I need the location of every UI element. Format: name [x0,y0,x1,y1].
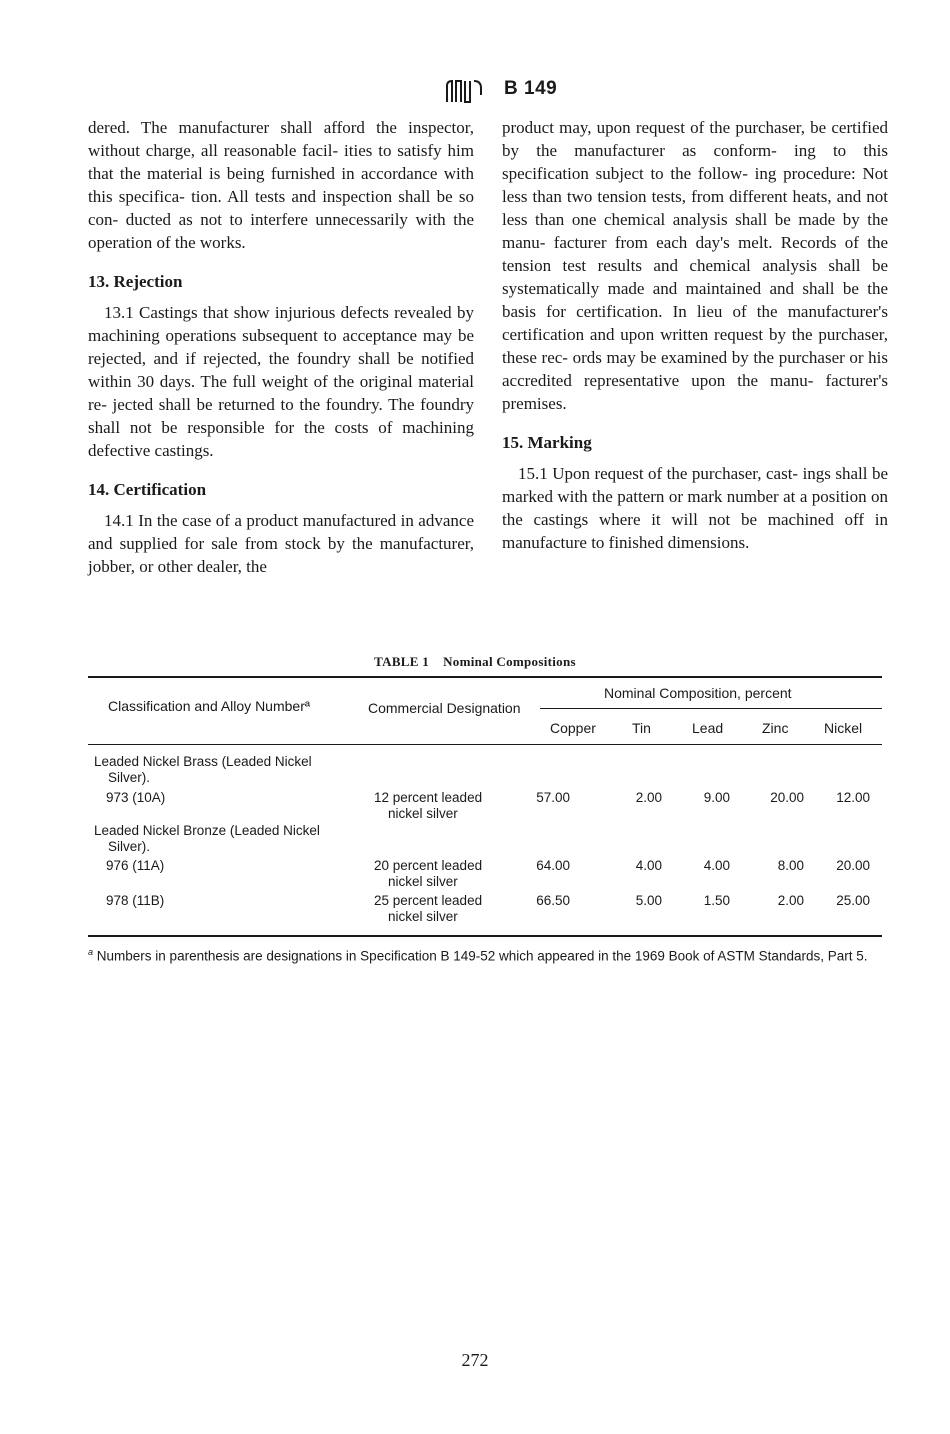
group-name: Leaded Nickel Brass (Leaded Nickel Silver). [94,754,312,785]
document-code: B 149 [504,78,558,99]
table-cell-copper: 64.00 [536,858,570,873]
left-column [88,116,474,578]
table-cell-copper: 66.50 [536,893,570,908]
table-row-alloy: 976 (11A) [106,858,165,873]
header-copper: Copper [550,720,596,736]
table-bottom-rule [88,935,882,937]
table-cell-nickel: 20.00 [836,858,870,873]
table-footnote [88,944,882,965]
header-lead: Lead [692,720,724,736]
table-cell-tin: 2.00 [635,790,662,805]
group-leaded-nickel-bronze [94,823,334,855]
table-row-designation: 20 percent leaded nickel silver [374,858,483,889]
section-13-paragraph: 13.1 Castings that show injurious defects revealed by machining operations subsequent to acceptance may be rejected, and if rejected, the foundry shall be notified within 30 days. The full weight of the original material re- jected shall be returned to the foundry. The foundry shall not be responsible for the costs of machining defective castings. [88,303,474,460]
paragraph-continued: dered. The manufacturer shall afford the inspector, without charge, all reasonable facil- ities to satisfy him that the material is being furnished in accordance with this specifica- tion. All tests and inspection shall be so con- ducted as not to interfere unnecessarily with the operation of the works. [88,118,474,252]
table-header-rule [88,744,882,745]
table-row-alloy: 978 (11B) [106,893,165,908]
section-14-heading: 14. Certification [88,480,207,499]
table-cell-copper: 57.00 [536,790,570,805]
section-15-paragraph: 15.1 Upon request of the purchaser, cast- ings shall be marked with the pattern or mark number at a position on the castings where it will not be machined off in manufacture to finished dimensions. [502,464,888,552]
footnote-text: Numbers in parenthesis are designations in Specification B 149-52 which appeared in the 1969 Book of ASTM Standards, Part 5. [96,948,868,964]
footnote-marker: a [88,947,94,957]
table-top-rule [88,676,882,678]
page-number: 272 [461,1350,489,1370]
paragraph-continued-right: product may, upon request of the purchaser, be certified by the manufacturer as conform- ing to this specification subject to the follow- ing procedure: Not less than two tension tests, from different heats, and not less than one chemical analysis shall be made by the manu- facturer from each day's melt. Records of the tension test results and chemical analysis shall be systematically made and maintained and shall be the basis for certification. In lieu of the manufacturer's certification and upon written request by the purchaser, these rec- ords may be examined by the purchaser or his accredited representative upon the manu- facturer's premises. [502,118,888,413]
astm-logo-icon [444,78,484,104]
header-classification: Classification and Alloy Numberª [108,698,311,714]
table-cell-nickel: 12.00 [836,790,870,805]
table-cell-lead: 4.00 [703,858,730,873]
header-nominal-composition: Nominal Composition, percent [604,685,792,701]
nominal-group-rule [540,708,882,709]
table-cell-lead: 9.00 [703,790,730,805]
header-tin: Tin [632,720,651,736]
table-cell-zinc: 2.00 [777,893,804,908]
right-column [502,116,888,554]
header-designation: Commercial Designation [368,700,521,716]
header-nickel: Nickel [824,720,863,736]
section-15-heading: 15. Marking [502,433,592,452]
table-row-alloy: 973 (10A) [106,790,166,805]
table-row-designation: 12 percent leaded nickel silver [374,790,483,821]
table-cell-lead: 1.50 [703,893,730,908]
section-13-heading: 13. Rejection [88,272,183,291]
table-caption: Nominal Compositions [443,654,576,669]
header-zinc: Zinc [762,720,789,736]
table-cell-tin: 5.00 [635,893,662,908]
group-name: Leaded Nickel Bronze (Leaded Nickel Silver). [94,823,320,854]
table-label: TABLE 1 [374,654,430,669]
table-cell-zinc: 20.00 [770,790,804,805]
section-14-paragraph: 14.1 In the case of a product manufactured in advance and supplied for sale from stock by the manufacturer, jobber, or other dealer, the [88,511,474,576]
group-leaded-nickel-brass [94,754,324,786]
table-cell-nickel: 25.00 [836,893,870,908]
table-title [0,654,950,670]
table-cell-tin: 4.00 [635,858,662,873]
table-row-designation: 25 percent leaded nickel silver [374,893,483,924]
table-cell-zinc: 8.00 [777,858,804,873]
